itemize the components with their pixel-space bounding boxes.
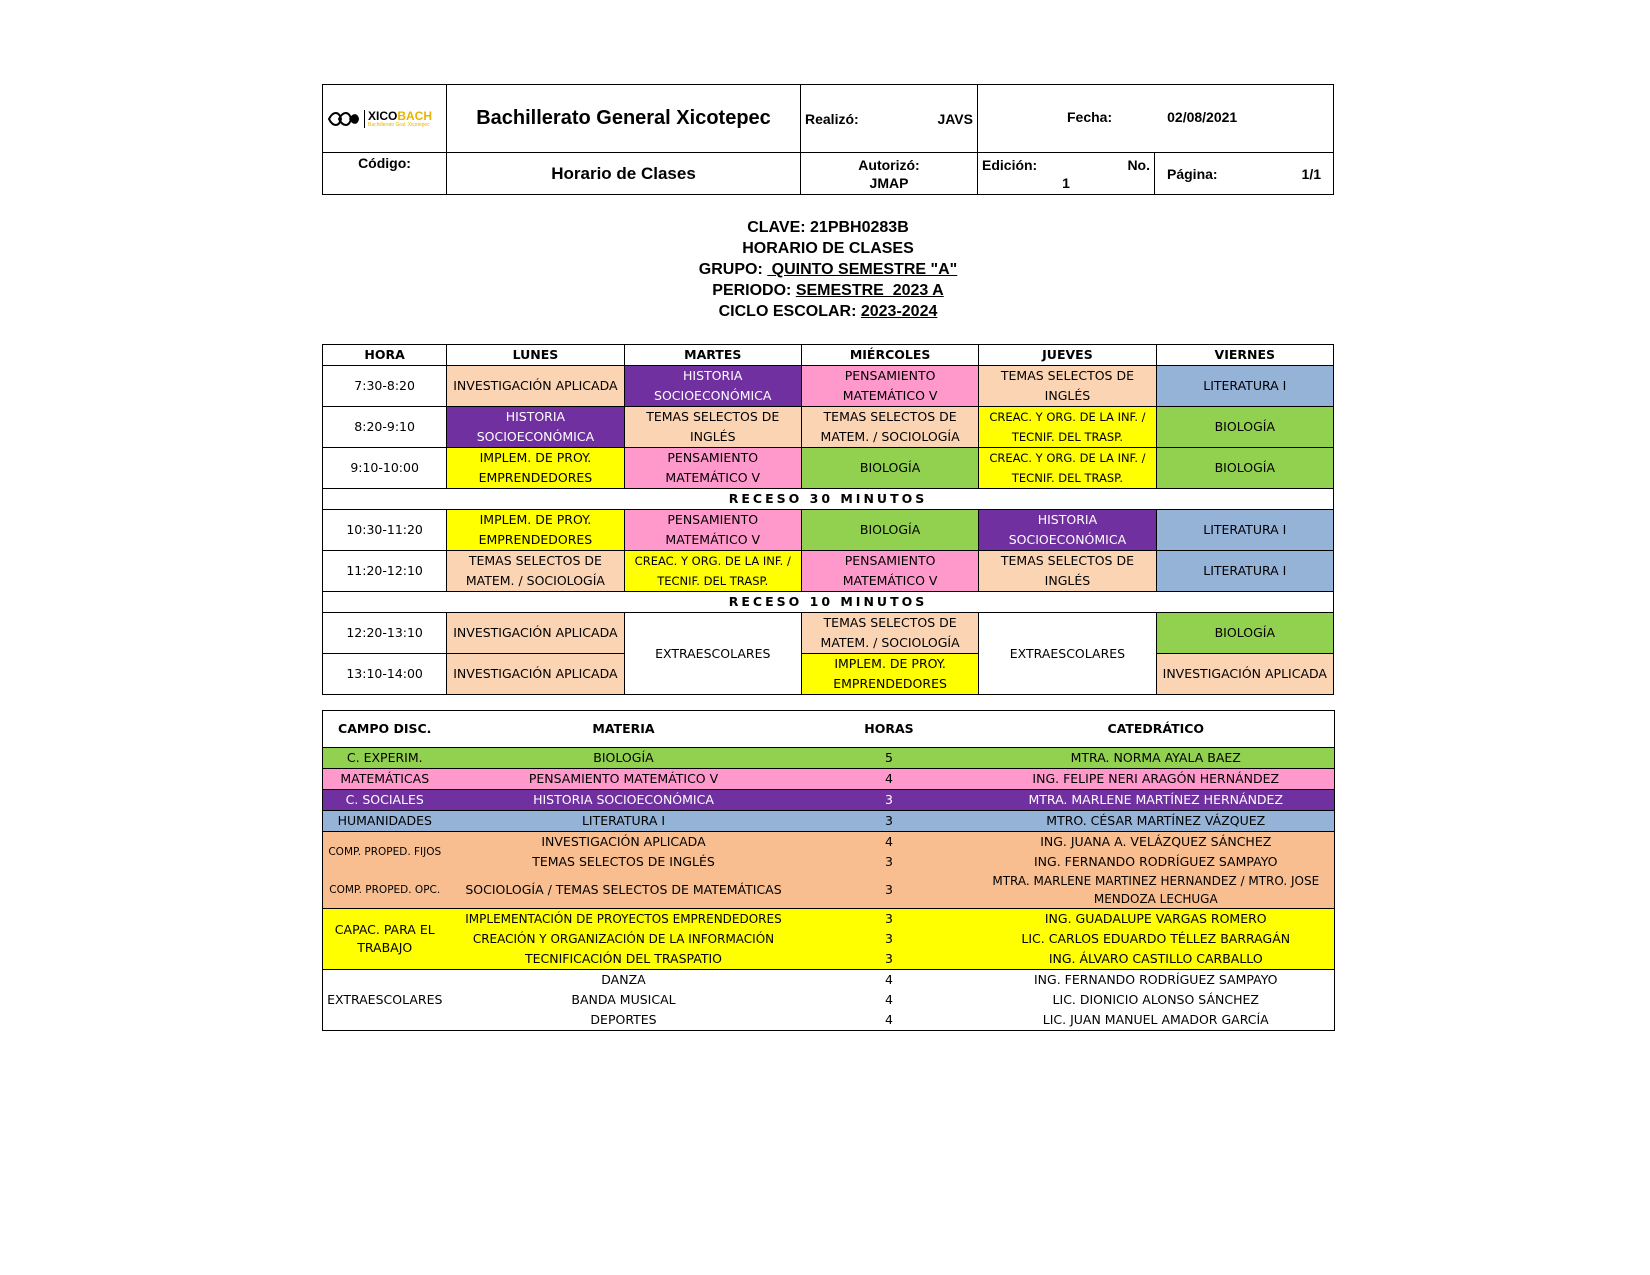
campo-cell: EXTRAESCOLARES: [323, 970, 447, 1031]
col-header-martes: MARTES: [624, 345, 801, 366]
materia-cell: BANDA MUSICAL: [571, 992, 676, 1007]
docente-cell: ING. GUADALUPE VARGAS ROMERO: [978, 909, 1335, 930]
class-cell: BIOLOGÍA: [801, 510, 978, 551]
class-cell: PENSAMIENTO MATEMÁTICO V: [801, 551, 978, 592]
horas-cell: 3: [801, 790, 978, 811]
time-cell: 7:30-8:20: [323, 366, 447, 407]
campo-cell: MATEMÁTICAS: [323, 769, 447, 790]
class-cell: TEMAS SELECTOS DE INGLÉS: [979, 366, 1156, 407]
class-cell: HISTORIA SOCIOECONÓMICA: [624, 366, 801, 407]
school-name: Bachillerato General Xicotepec: [447, 85, 801, 153]
class-cell: TEMAS SELECTOS DE INGLÉS: [979, 551, 1156, 592]
horario-line: HORARIO DE CLASES: [742, 240, 914, 257]
class-cell: LITERATURA I: [1156, 366, 1333, 407]
autorizo-value: JMAP: [869, 174, 909, 191]
realizo-cell: [801, 85, 978, 153]
xicobach-logo: [327, 108, 442, 130]
class-cell: PENSAMIENTO MATEMÁTICO V: [624, 510, 801, 551]
periodo-label: PERIODO:: [712, 282, 796, 299]
horas-cell: 3: [885, 951, 893, 966]
campo-cell: COMP. PROPED. FIJOS: [323, 832, 447, 873]
pagina-value: 1/1: [1301, 165, 1321, 182]
logo-text-a: XICO: [368, 108, 398, 123]
class-cell: HISTORIA SOCIOECONÓMICA: [447, 407, 624, 448]
horas-cell: 4: [885, 992, 893, 1007]
logo-subtitle: Bachillerato Gral. Xicotepec: [368, 121, 430, 128]
horas-cell: 4: [801, 832, 978, 853]
time-cell: 12:20-13:10: [323, 613, 447, 654]
table-row: [323, 811, 1335, 832]
time-cell: 11:20-12:10: [323, 551, 447, 592]
class-cell: HISTORIA SOCIOECONÓMICA: [979, 510, 1156, 551]
clave-line: CLAVE: 21PBH0283B: [747, 219, 909, 236]
docente-cell: ING. FERNANDO RODRÍGUEZ SAMPAYO: [978, 970, 1335, 991]
campo-cell: HUMANIDADES: [323, 811, 447, 832]
codigo-label: Código:: [323, 153, 447, 195]
class-cell: IMPLEM. DE PROY. EMPRENDEDORES: [447, 510, 624, 551]
logo-cell: [323, 85, 447, 153]
table-row: [323, 852, 1335, 872]
col-header-jueves: JUEVES: [979, 345, 1156, 366]
edicion-cell: [978, 153, 1155, 195]
document-header: [322, 84, 1334, 195]
recess-row: [323, 489, 1334, 510]
class-cell: CREAC. Y ORG. DE LA INF. / TECNIF. DEL TRASP.: [979, 407, 1156, 448]
col-header-miercoles: MIÉRCOLES: [801, 345, 978, 366]
autorizo-cell: [801, 153, 978, 195]
docente-cell: LIC. JUAN MANUEL AMADOR GARCÍA: [1042, 1012, 1269, 1027]
horas-cell: 3: [885, 931, 893, 946]
grupo-value: QUINTO SEMESTRE "A": [767, 261, 958, 278]
logo-icon: [327, 108, 361, 130]
table-row: [323, 832, 1335, 853]
recess-label: RECESO 30 MINUTOS: [323, 489, 1334, 510]
recess-row: [323, 592, 1334, 613]
class-cell: BIOLOGÍA: [801, 448, 978, 489]
materia-cell: TEMAS SELECTOS DE INGLÉS: [532, 854, 715, 869]
table-row: [323, 654, 1334, 695]
table-row: [323, 510, 1334, 551]
materia-cell: HISTORIA SOCIOECONÓMICA: [447, 790, 801, 811]
fecha-value: 02/08/2021: [1167, 108, 1238, 125]
docente-cell: LIC. DIONICIO ALONSO SÁNCHEZ: [1052, 992, 1259, 1007]
docente-cell: MTRA. NORMA AYALA BAEZ: [978, 748, 1335, 769]
table-row: [323, 366, 1334, 407]
class-cell: PENSAMIENTO MATEMÁTICO V: [801, 366, 978, 407]
col-header-lunes: LUNES: [447, 345, 624, 366]
table-row: [323, 769, 1335, 790]
ciclo-value: 2023-2024: [860, 303, 938, 320]
schedule-header-row: [323, 345, 1334, 366]
class-cell: EXTRAESCOLARES: [624, 613, 801, 695]
class-cell: LITERATURA I: [1156, 510, 1333, 551]
periodo-line: [322, 280, 1334, 301]
table-row: [323, 551, 1334, 592]
pagina-cell: [1155, 153, 1334, 195]
class-cell: LITERATURA I: [1156, 551, 1333, 592]
time-cell: 8:20-9:10: [323, 407, 447, 448]
autorizo-label: Autorizó:: [858, 156, 920, 173]
class-cell: INVESTIGACIÓN APLICADA: [447, 613, 624, 654]
horas-cell: 4: [885, 1012, 893, 1027]
class-cell: BIOLOGÍA: [1156, 613, 1333, 654]
table-row: [323, 929, 1335, 949]
docente-cell: ING. FERNANDO RODRÍGUEZ SAMPAYO: [1033, 854, 1278, 869]
table-row: [323, 970, 1335, 991]
table-row: [323, 407, 1334, 448]
class-cell: TEMAS SELECTOS DE MATEM. / SOCIOLOGÍA: [447, 551, 624, 592]
schedule-table: [322, 344, 1334, 695]
docente-cell: ING. FELIPE NERI ARAGÓN HERNÁNDEZ: [978, 769, 1335, 790]
table-row: [323, 990, 1335, 1010]
materia-cell: CREACIÓN Y ORGANIZACIÓN DE LA INFORMACIÓN: [472, 932, 775, 946]
horas-cell: 4: [801, 970, 978, 991]
col-header-campo: CAMPO DISC.: [338, 721, 432, 736]
horas-cell: 3: [801, 909, 978, 930]
doc-title: Horario de Clases: [447, 153, 801, 195]
campo-cell: COMP. PROPED. OPC.: [329, 884, 441, 896]
periodo-value: SEMESTRE 2023 A: [795, 282, 944, 299]
class-cell: INVESTIGACIÓN APLICADA: [447, 366, 624, 407]
class-cell: BIOLOGÍA: [1156, 407, 1333, 448]
materia-cell: INVESTIGACIÓN APLICADA: [447, 832, 801, 853]
materia-cell: DEPORTES: [590, 1012, 657, 1027]
class-cell: INVESTIGACIÓN APLICADA: [447, 654, 624, 695]
campo-cell: C. SOCIALES: [323, 790, 447, 811]
col-header-materia: MATERIA: [592, 721, 655, 736]
materia-cell: SOCIOLOGÍA / TEMAS SELECTOS DE MATEMÁTICAS: [465, 882, 782, 897]
ciclo-label: CICLO ESCOLAR:: [718, 303, 861, 320]
fecha-cell: [978, 85, 1334, 153]
horas-cell: 3: [885, 882, 893, 897]
materia-cell: PENSAMIENTO MATEMÁTICO V: [447, 769, 801, 790]
time-cell: 9:10-10:00: [323, 448, 447, 489]
class-cell: CREAC. Y ORG. DE LA INF. / TECNIF. DEL TRASP.: [979, 448, 1156, 489]
edicion-value: 1: [1062, 174, 1070, 191]
schedule-title-block: [322, 217, 1334, 322]
table-row: [323, 448, 1334, 489]
campo-cell: CAPAC. PARA EL TRABAJO: [323, 909, 447, 970]
class-cell: TEMAS SELECTOS DE MATEM. / SOCIOLOGÍA: [801, 407, 978, 448]
legend-header-row: [323, 711, 1335, 748]
docente-cell: MTRO. CÉSAR MARTÍNEZ VÁZQUEZ: [978, 811, 1335, 832]
fecha-label: Fecha:: [1067, 108, 1113, 125]
ciclo-line: [322, 301, 1334, 322]
docente-cell: ING. ÁLVARO CASTILLO CARBALLO: [1048, 951, 1263, 966]
realizo-value: JAVS: [937, 110, 973, 127]
logo-text-b: BACH: [397, 108, 433, 123]
no-label: No.: [1127, 156, 1150, 173]
class-cell: IMPLEM. DE PROY. EMPRENDEDORES: [801, 654, 978, 695]
subjects-legend-table: [322, 710, 1335, 1031]
table-row: [323, 949, 1335, 970]
class-cell: TEMAS SELECTOS DE MATEM. / SOCIOLOGÍA: [801, 613, 978, 654]
edicion-label: Edición:: [982, 156, 1038, 173]
class-cell: IMPLEM. DE PROY. EMPRENDEDORES: [447, 448, 624, 489]
table-row: [323, 748, 1335, 769]
realizo-label: Realizó:: [805, 110, 859, 127]
col-header-horas: HORAS: [864, 721, 914, 736]
materia-cell: TECNIFICACIÓN DEL TRASPATIO: [524, 951, 723, 966]
class-cell: INVESTIGACIÓN APLICADA: [1156, 654, 1333, 695]
materia-cell: LITERATURA I: [447, 811, 801, 832]
docente-cell: MTRA. MARLENE MARTÍNEZ HERNÁNDEZ: [978, 790, 1335, 811]
table-row: [323, 909, 1335, 930]
grupo-label: GRUPO:: [698, 261, 768, 278]
table-row: [323, 1010, 1335, 1031]
pagina-label: Página:: [1167, 165, 1218, 182]
campo-cell: C. EXPERIM.: [323, 748, 447, 769]
materia-cell: IMPLEMENTACIÓN DE PROYECTOS EMPRENDEDORES: [447, 909, 801, 930]
recess-label: RECESO 10 MINUTOS: [323, 592, 1334, 613]
materia-cell: DANZA: [447, 970, 801, 991]
horas-cell: 3: [801, 811, 978, 832]
grupo-line: [322, 259, 1334, 280]
class-cell: PENSAMIENTO MATEMÁTICO V: [624, 448, 801, 489]
docente-cell: MTRA. MARLENE MARTINEZ HERNANDEZ / MTRO. JOSE MENDOZA LECHUGA: [992, 874, 1320, 906]
col-header-catedratico: CATEDRÁTICO: [1107, 721, 1205, 736]
time-cell: 13:10-14:00: [323, 654, 447, 695]
horas-cell: 4: [801, 769, 978, 790]
col-header-hora: HORA: [323, 345, 447, 366]
col-header-viernes: VIERNES: [1156, 345, 1333, 366]
docente-cell: LIC. CARLOS EDUARDO TÉLLEZ BARRAGÁN: [1021, 931, 1291, 946]
table-row: [323, 872, 1335, 909]
time-cell: 10:30-11:20: [323, 510, 447, 551]
horas-cell: 3: [885, 854, 893, 869]
class-cell: TEMAS SELECTOS DE INGLÉS: [624, 407, 801, 448]
table-row: [323, 613, 1334, 654]
class-cell: BIOLOGÍA: [1156, 448, 1333, 489]
class-cell: EXTRAESCOLARES: [979, 613, 1156, 695]
class-cell: CREAC. Y ORG. DE LA INF. / TECNIF. DEL TRASP.: [624, 551, 801, 592]
docente-cell: ING. JUANA A. VELÁZQUEZ SÁNCHEZ: [978, 832, 1335, 853]
table-row: [323, 790, 1335, 811]
horas-cell: 5: [801, 748, 978, 769]
materia-cell: BIOLOGÍA: [447, 748, 801, 769]
